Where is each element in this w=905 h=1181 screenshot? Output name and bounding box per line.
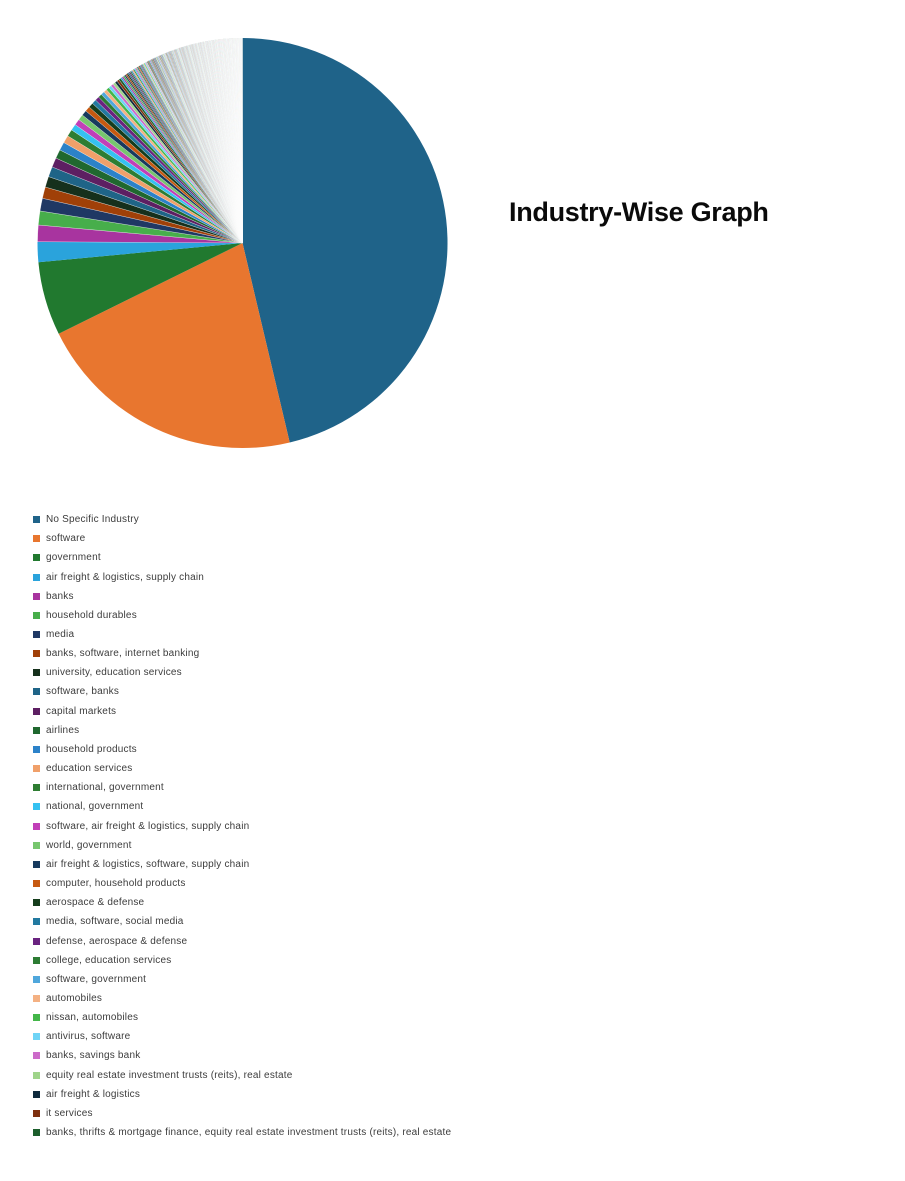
legend-label: nissan, automobiles <box>46 1012 139 1024</box>
legend-item <box>33 1085 451 1104</box>
legend-item <box>33 702 451 721</box>
legend-label: education services <box>46 763 133 775</box>
legend-label: banks, thrifts & mortgage finance, equity real estate investment trusts (reits), real estate <box>46 1127 452 1139</box>
legend-item <box>33 644 451 663</box>
legend-item <box>33 874 451 893</box>
legend-item <box>33 529 451 548</box>
legend-item <box>33 989 451 1008</box>
legend-label: air freight & logistics, supply chain <box>46 571 205 583</box>
legend-swatch <box>33 1110 40 1117</box>
legend-label: college, education services <box>46 954 172 966</box>
legend-label: it services <box>46 1107 93 1119</box>
legend-swatch <box>33 957 40 964</box>
legend-swatch <box>33 631 40 638</box>
legend-label: university, education services <box>46 667 182 679</box>
legend-label: media <box>46 629 75 641</box>
legend-item <box>33 931 451 950</box>
legend-item <box>33 836 451 855</box>
legend-label: computer, household products <box>46 878 186 890</box>
legend-item <box>33 759 451 778</box>
legend-label: household products <box>46 743 137 755</box>
legend-item <box>33 817 451 836</box>
legend-item <box>33 778 451 797</box>
legend-label: software <box>46 533 86 545</box>
chart-title: Industry-Wise Graph <box>509 197 769 227</box>
legend-item <box>33 1123 451 1142</box>
legend-swatch <box>33 803 40 810</box>
legend-swatch <box>33 995 40 1002</box>
legend-item <box>33 1027 451 1046</box>
legend-swatch <box>33 1033 40 1040</box>
legend-swatch <box>33 899 40 906</box>
legend-label: software, government <box>46 973 147 985</box>
legend-item <box>33 912 451 931</box>
legend-label: world, government <box>46 839 132 851</box>
legend-label: banks, software, internet banking <box>46 648 200 660</box>
legend-item <box>33 548 451 567</box>
legend-item <box>33 951 451 970</box>
legend-item <box>33 1104 451 1123</box>
legend-swatch <box>33 880 40 887</box>
legend-item <box>33 1066 451 1085</box>
legend-swatch <box>33 861 40 868</box>
legend-item <box>33 663 451 682</box>
legend-label: capital markets <box>46 705 117 717</box>
legend-label: defense, aerospace & defense <box>46 935 188 947</box>
legend-swatch <box>33 593 40 600</box>
legend-swatch <box>33 1091 40 1098</box>
pie-chart <box>0 0 470 470</box>
legend-swatch <box>33 938 40 945</box>
legend-swatch <box>33 688 40 695</box>
legend-swatch <box>33 612 40 619</box>
legend-swatch <box>33 976 40 983</box>
legend-item <box>33 1008 451 1027</box>
legend-label: software, air freight & logistics, supply chain <box>46 820 250 832</box>
legend-item <box>33 682 451 701</box>
legend-swatch <box>33 1014 40 1021</box>
legend-label: air freight & logistics, software, supply chain <box>46 858 250 870</box>
legend-item <box>33 1046 451 1065</box>
legend-item <box>33 740 451 759</box>
legend-item <box>33 625 451 644</box>
legend-item <box>33 797 451 816</box>
legend <box>33 510 451 1142</box>
legend-label: air freight & logistics <box>46 1088 141 1100</box>
legend-label: banks, savings bank <box>46 1050 141 1062</box>
legend-label: government <box>46 552 101 564</box>
legend-swatch <box>33 784 40 791</box>
legend-swatch <box>33 746 40 753</box>
legend-item <box>33 721 451 740</box>
legend-item <box>33 606 451 625</box>
legend-item <box>33 970 451 989</box>
legend-swatch <box>33 650 40 657</box>
legend-swatch <box>33 669 40 676</box>
legend-label: antivirus, software <box>46 1031 131 1043</box>
legend-item <box>33 510 451 529</box>
legend-label: equity real estate investment trusts (reits), real estate <box>46 1069 293 1081</box>
legend-label: household durables <box>46 609 137 621</box>
legend-swatch <box>33 1052 40 1059</box>
legend-swatch <box>33 1129 40 1136</box>
legend-item <box>33 893 451 912</box>
legend-swatch <box>33 727 40 734</box>
legend-item <box>33 587 451 606</box>
legend-swatch <box>33 765 40 772</box>
legend-label: software, banks <box>46 686 120 698</box>
legend-swatch <box>33 535 40 542</box>
legend-label: national, government <box>46 801 144 813</box>
legend-swatch <box>33 574 40 581</box>
legend-swatch <box>33 918 40 925</box>
legend-swatch <box>33 554 40 561</box>
legend-label: airlines <box>46 724 80 736</box>
legend-label: aerospace & defense <box>46 897 145 909</box>
legend-label: media, software, social media <box>46 916 184 928</box>
legend-label: international, government <box>46 782 164 794</box>
legend-item <box>33 855 451 874</box>
legend-swatch <box>33 1072 40 1079</box>
legend-label: No Specific Industry <box>46 514 139 526</box>
legend-swatch <box>33 708 40 715</box>
legend-swatch <box>33 842 40 849</box>
legend-label: banks <box>46 590 74 602</box>
legend-item <box>33 567 451 586</box>
legend-swatch <box>33 516 40 523</box>
legend-label: automobiles <box>46 992 103 1004</box>
legend-swatch <box>33 823 40 830</box>
